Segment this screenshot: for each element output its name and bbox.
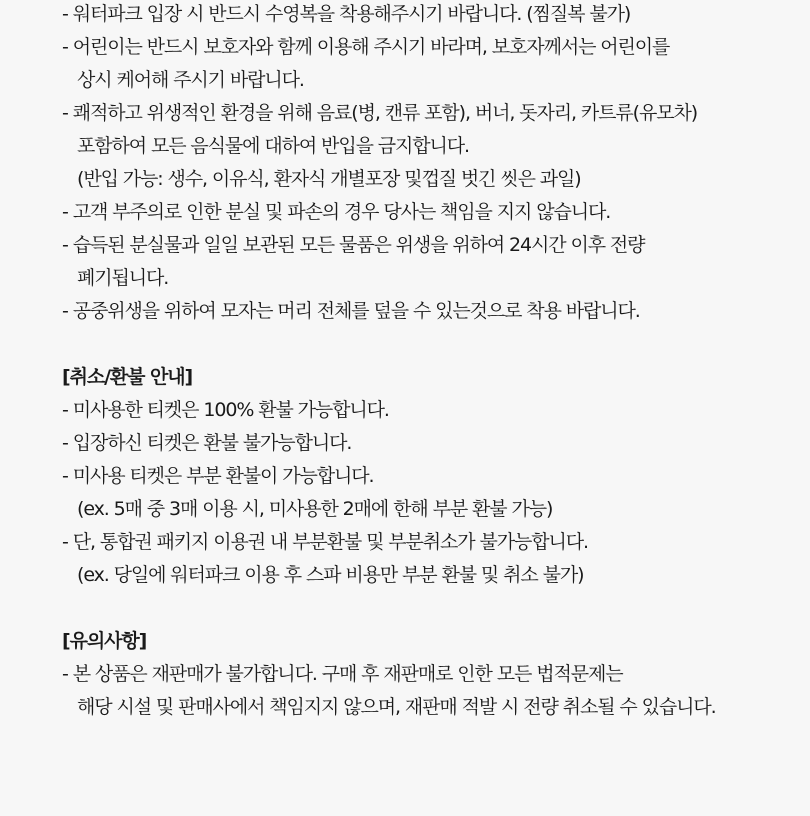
rule-line-continuation: 포함하여 모든 음식물에 대하여 반입을 금지합니다. xyxy=(77,135,469,157)
rule-line-continuation: 폐기됩니다. xyxy=(77,267,169,289)
rule-line: - 공중위생을 위하여 모자는 머리 전체를 덮을 수 있는것으로 착용 바랍니다. xyxy=(62,300,640,322)
section-heading-refund: [취소/환불 안내] xyxy=(62,366,193,388)
section-heading-precautions: [유의사항] xyxy=(62,630,147,652)
rule-line-continuation: (반입 가능: 생수, 이유식, 환자식 개별포장 및껍질 벗긴 씻은 과일) xyxy=(77,168,581,190)
rule-line: - 고객 부주의로 인한 분실 및 파손의 경우 당사는 책임을 지지 않습니다. xyxy=(62,201,611,223)
refund-line-continuation: (ex. 5매 중 3매 이용 시, 미사용한 2매에 한해 부분 환불 가능) xyxy=(77,498,553,520)
precaution-line: - 본 상품은 재판매가 불가합니다. 구매 후 재판매로 인한 모든 법적문제는 xyxy=(62,663,623,685)
refund-line-continuation: (ex. 당일에 워터파크 이용 후 스파 비용만 부분 환불 및 취소 불가) xyxy=(77,564,584,586)
rule-line: - 워터파크 입장 시 반드시 수영복을 착용해주시기 바랍니다. (찜질복 불가) xyxy=(62,3,631,25)
rule-line: - 어린이는 반드시 보호자와 함께 이용해 주시기 바라며, 보호자께서는 어린이를 xyxy=(62,36,670,58)
refund-line: - 단, 통합권 패키지 이용권 내 부분환불 및 부분취소가 불가능합니다. xyxy=(62,531,588,553)
refund-line: - 미사용한 티켓은 100% 환불 가능합니다. xyxy=(62,399,389,421)
refund-line: - 미사용 티켓은 부분 환불이 가능합니다. xyxy=(62,465,374,487)
rule-line: - 쾌적하고 위생적인 환경을 위해 음료(병, 캔류 포함), 버너, 돗자리, 카트류(유모차) xyxy=(62,102,698,124)
rule-line-continuation: 상시 케어해 주시기 바랍니다. xyxy=(77,69,304,91)
precaution-line-continuation: 해당 시설 및 판매사에서 책임지지 않으며, 재판매 적발 시 전량 취소될 수 있습니다. xyxy=(77,696,716,718)
rule-line: - 습득된 분실물과 일일 보관된 모든 물품은 위생을 위하여 24시간 이후 전량 xyxy=(62,234,645,256)
refund-line: - 입장하신 티켓은 환불 불가능합니다. xyxy=(62,432,352,454)
